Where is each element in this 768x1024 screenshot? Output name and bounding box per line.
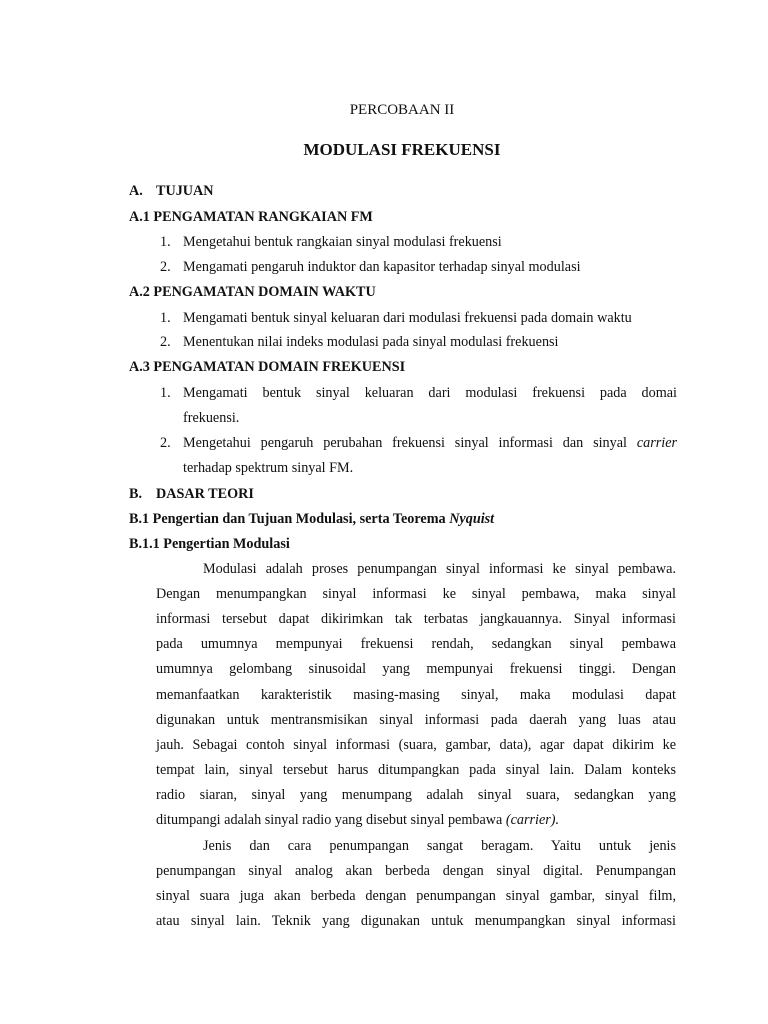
list-item: Menentukan nilai indeks modulasi pada sinyal modulasi frekuensi: [183, 334, 559, 350]
list-item: Mengamati bentuk sinyal keluaran dari modulasi frekuensi pada domain waktu: [183, 310, 632, 326]
list-item-text: Mengetahui pengaruh perubahan frekuensi sinyal informasi dan sinyal: [183, 435, 627, 451]
paragraph-line: tempat lain, sinyal tersebut harus ditumpangkan pada sinyal lain. Dalam konteks: [156, 762, 676, 778]
list-item-line: Mengamati bentuk sinyal keluaran dari modulasi frekuensi pada domai: [183, 385, 677, 401]
section-a-heading: TUJUAN: [156, 183, 214, 199]
page-title: MODULASI FREKUENSI: [303, 140, 501, 159]
italic-term: (carrier).: [505, 812, 560, 828]
italic-term: Nyquist: [449, 511, 495, 527]
list-item-line: [183, 434, 677, 452]
list-item-line: frekuensi.: [183, 410, 240, 426]
section-b-heading: DASAR TEORI: [156, 486, 254, 502]
list-number: 1.: [160, 310, 171, 326]
list-item: Mengetahui bentuk rangkaian sinyal modulasi frekuensi: [183, 234, 502, 250]
paragraph-line: radio siaran, sinyal yang menumpang adalah sinyal suara, sedangkan yang: [156, 787, 676, 803]
experiment-label: PERCOBAAN II: [349, 102, 455, 118]
paragraph-line: [156, 811, 559, 829]
paragraph-line: pada umumnya mempunyai frekuensi rendah, sedangkan sinyal pembawa: [156, 636, 676, 652]
paragraph-line: Dengan menumpangkan sinyal informasi ke sinyal pembawa, maka sinyal: [156, 586, 676, 602]
section-a-letter: A.: [129, 183, 143, 199]
paragraph-line: informasi tersebut dapat dikirimkan tak terbatas jangkauannya. Sinyal informasi: [156, 611, 676, 627]
section-a3-heading: A.3 PENGAMATAN DOMAIN FREKUENSI: [129, 359, 406, 375]
paragraph-line: jauh. Sebagai contoh sinyal informasi (suara, gambar, data), agar dapat dikirim ke: [156, 737, 676, 753]
italic-term: carrier: [636, 435, 678, 451]
section-b11-heading: B.1.1 Pengertian Modulasi: [129, 536, 290, 552]
list-number: 2.: [160, 259, 171, 275]
section-b-letter: B.: [129, 486, 143, 502]
list-number: 2.: [160, 435, 171, 451]
paragraph-line: sinyal suara juga akan berbeda dengan penumpangan sinyal gambar, sinyal film,: [156, 888, 676, 904]
paragraph-line: memanfaatkan karakteristik masing-masing sinyal, maka modulasi dapat: [156, 687, 676, 703]
section-a2-heading: A.2 PENGAMATAN DOMAIN WAKTU: [129, 284, 376, 300]
section-a1-heading: A.1 PENGAMATAN RANGKAIAN FM: [129, 209, 373, 225]
heading-text: B.1 Pengertian dan Tujuan Modulasi, serta Teorema: [129, 511, 446, 527]
paragraph-line: Modulasi adalah proses penumpangan sinyal informasi ke sinyal pembawa.: [203, 561, 676, 577]
paragraph-line: digunakan untuk mentransmisikan sinyal informasi pada daerah yang luas atau: [156, 712, 676, 728]
paragraph-text: ditumpangi adalah sinyal radio yang disebut sinyal pembawa: [156, 812, 503, 828]
list-number: 1.: [160, 234, 171, 250]
list-item-line: terhadap spektrum sinyal FM.: [183, 460, 354, 476]
list-number: 2.: [160, 334, 171, 350]
paragraph-line: atau sinyal lain. Teknik yang digunakan untuk menumpangkan sinyal informasi: [156, 913, 676, 929]
paragraph-line: penumpangan sinyal analog akan berbeda dengan sinyal digital. Penumpangan: [156, 863, 676, 879]
paragraph-line: umumnya gelombang sinusoidal yang mempunyai frekuensi tinggi. Dengan: [156, 661, 676, 677]
section-b1-heading: [129, 510, 494, 528]
paragraph-line: Jenis dan cara penumpangan sangat beragam. Yaitu untuk jenis: [203, 838, 676, 854]
list-number: 1.: [160, 385, 171, 401]
list-item: Mengamati pengaruh induktor dan kapasitor terhadap sinyal modulasi: [183, 259, 581, 275]
